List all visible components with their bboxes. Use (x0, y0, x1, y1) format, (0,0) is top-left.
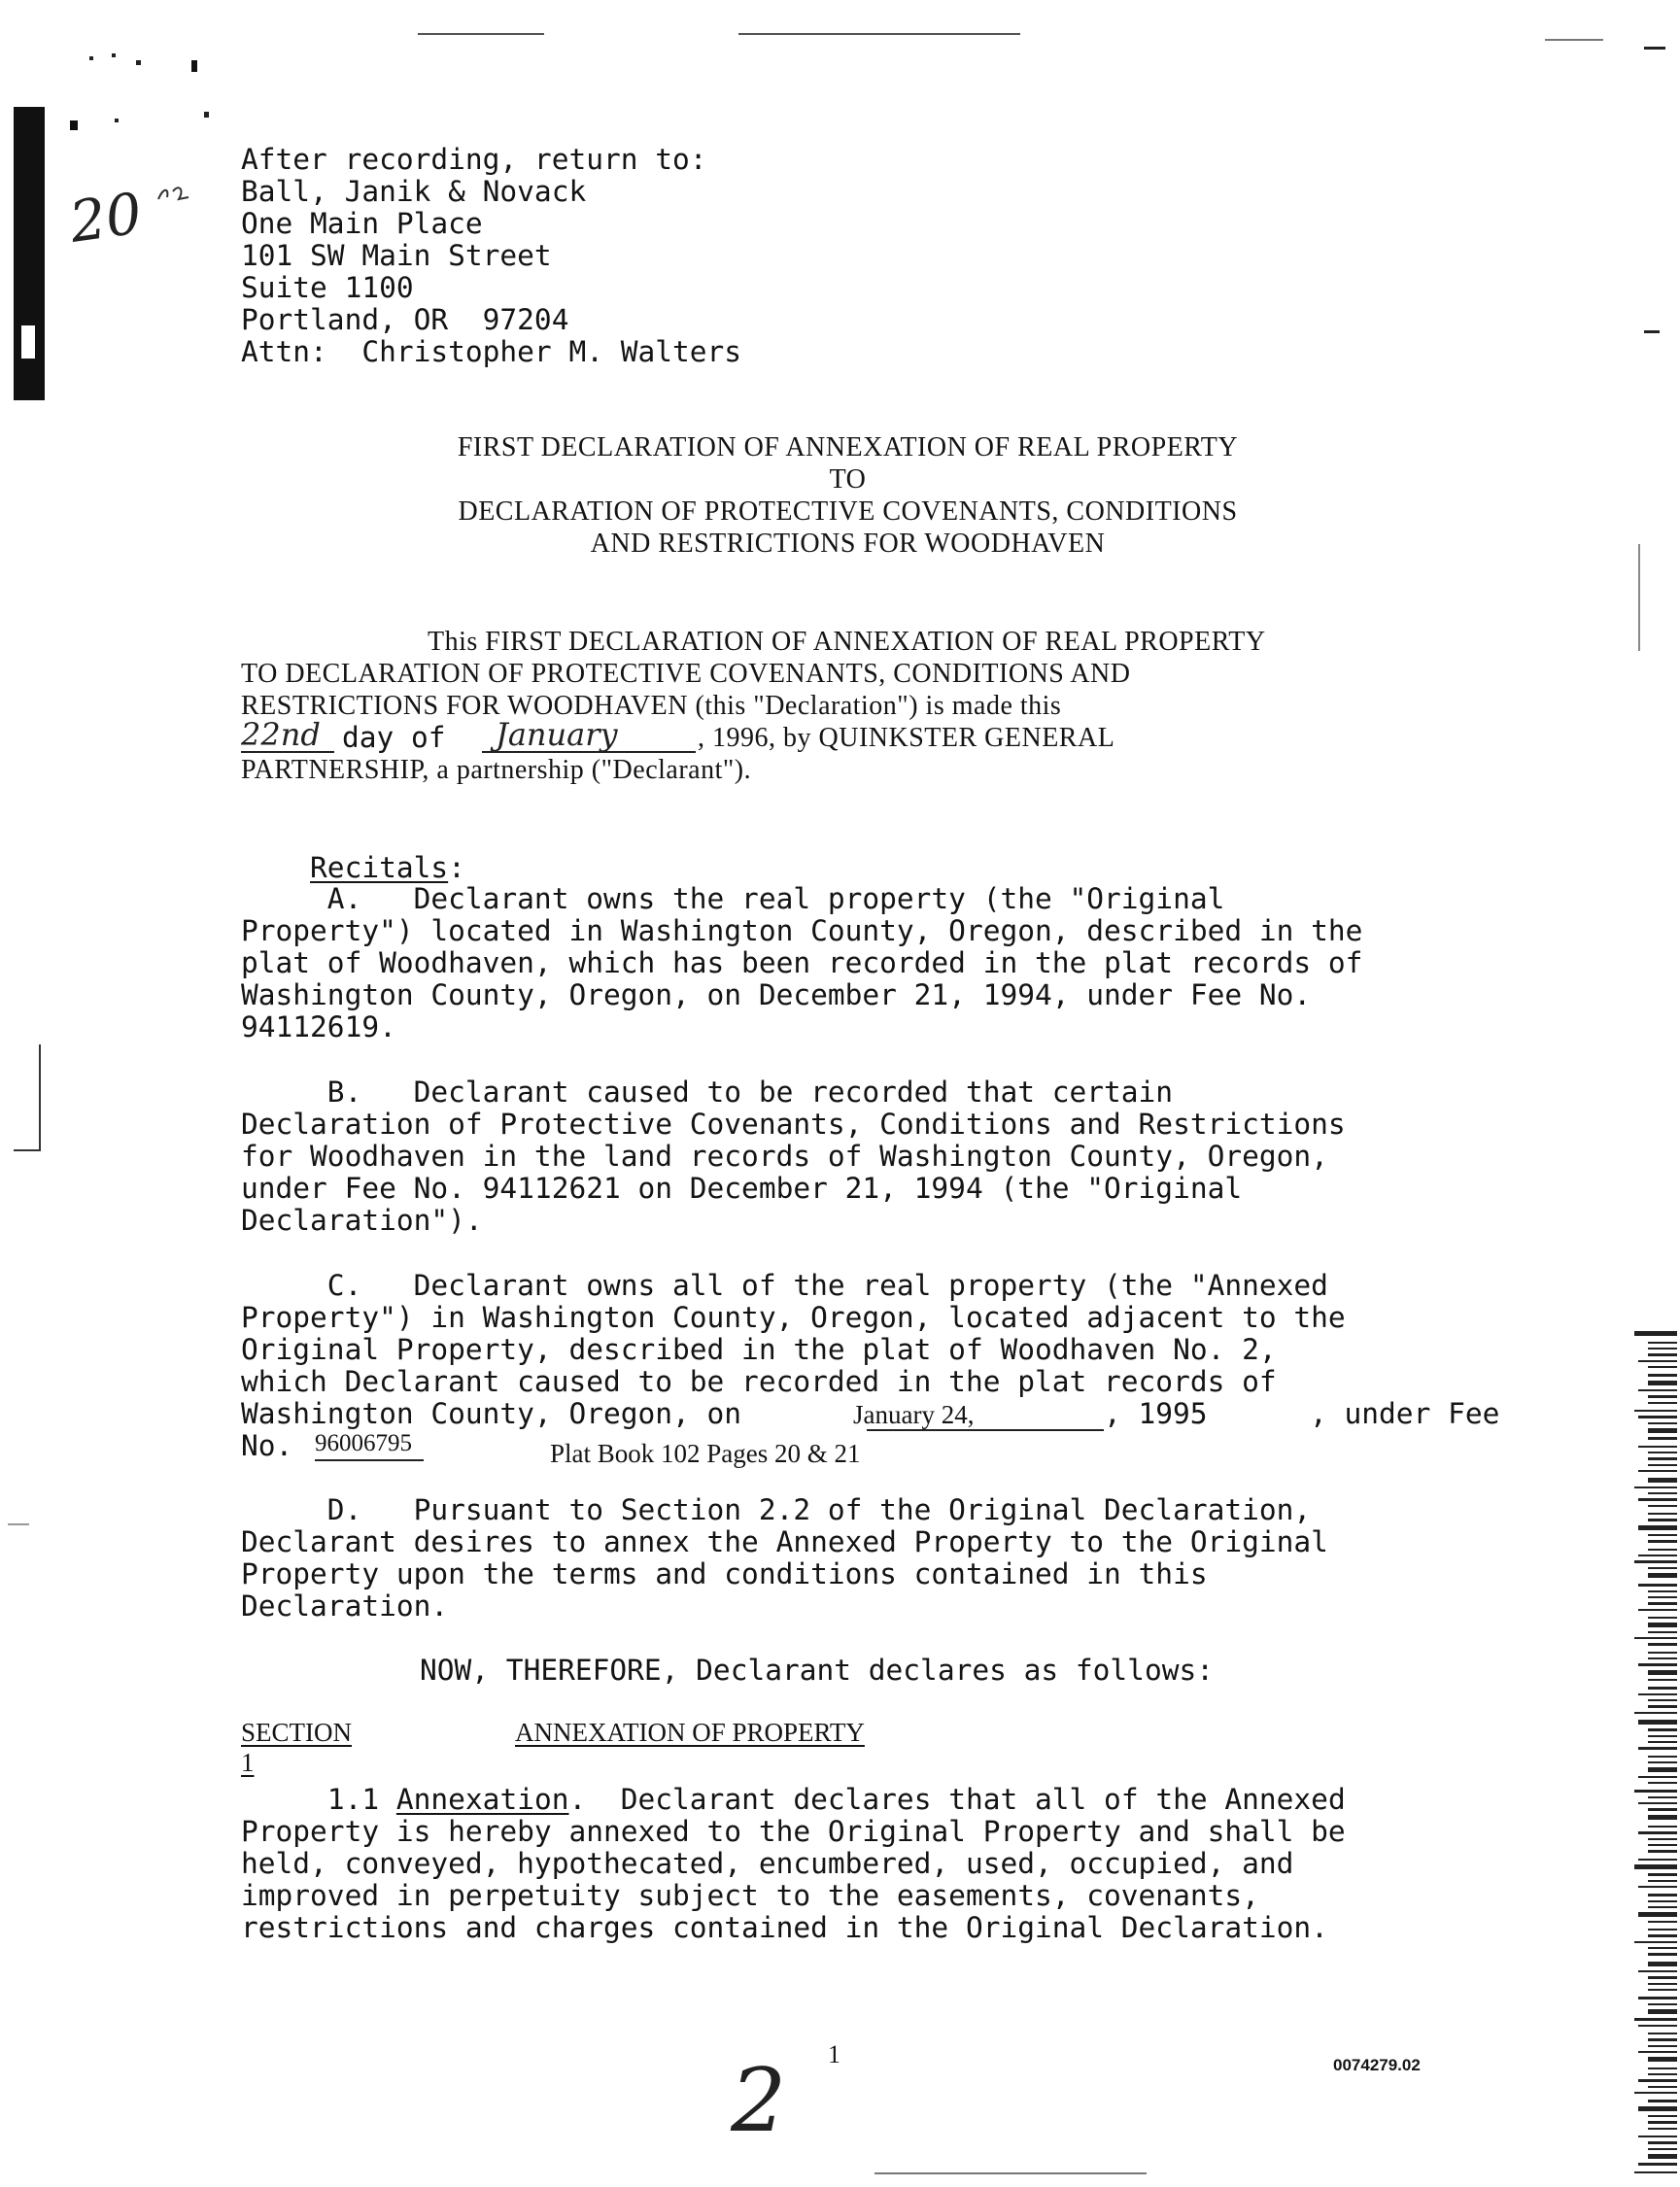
return-line: Attn: Christopher M. Walters (241, 335, 742, 368)
return-address-block (241, 144, 741, 368)
recital-line: Property") located in Washington County, Oregon, described in the (241, 914, 1363, 947)
barcode-bar (1648, 1534, 1677, 1536)
barcode-bar (1634, 2018, 1677, 2021)
clause-line-rest: . Declarant declares that all of the Annexed (568, 1783, 1346, 1816)
barcode-bar (1634, 1486, 1677, 1488)
barcode-bar (1648, 1976, 1677, 1979)
plat-book-info: Plat Book 102 Pages 20 & 21 (550, 1439, 861, 1468)
scan-left-tick (8, 1523, 29, 1525)
barcode-bar (1648, 2148, 1677, 2150)
barcode-bar (1634, 1560, 1677, 1563)
fee-no-label: No. (241, 1429, 293, 1462)
barcode-bar (1648, 1900, 1677, 1902)
barcode-bar (1648, 1989, 1677, 1991)
barcode-bar (1648, 1623, 1677, 1627)
handwritten-page-number: 2 (731, 2050, 787, 2152)
clause-1-1 (241, 1784, 1346, 1944)
recital-line: Washington County, Oregon, on December 21, 1994, under Fee No. (241, 978, 1312, 1011)
recitals-heading-text: Recitals (310, 851, 449, 884)
barcode-bar (1648, 1844, 1677, 1846)
title-line: FIRST DECLARATION OF ANNEXATION OF REAL PROPERTY (457, 432, 1239, 462)
barcode-bar (1648, 1756, 1677, 1758)
barcode-bar (1648, 1540, 1677, 1543)
barcode-bar (1648, 1492, 1677, 1494)
clause-line: Property is hereby annexed to the Original Property and shall be (241, 1815, 1346, 1848)
barcode-bar (1648, 1873, 1677, 1876)
barcode-bar (1648, 1381, 1677, 1385)
barcode-bar (1648, 1782, 1677, 1784)
barcode-bar (1648, 1796, 1677, 1798)
barcode-bar (1638, 1747, 1677, 1750)
barcode-bar (1648, 1342, 1677, 1344)
barcode-bar (1648, 1657, 1677, 1659)
barcode-bar (1648, 1962, 1677, 1966)
page-number: 1 (828, 2040, 840, 2068)
recital-line: Declaration"). (241, 1204, 483, 1237)
barcode-bar (1648, 1670, 1677, 1675)
barcode-bar (1648, 1567, 1677, 1569)
barcode-bar (1648, 1947, 1677, 1949)
barcode-bar (1648, 1735, 1677, 1737)
barcode-bar (1648, 1422, 1677, 1424)
barcode-bar (1634, 1331, 1677, 1336)
recital-c-date-line (241, 1397, 1500, 1430)
scan-right-tick (1644, 47, 1665, 50)
barcode-bar (1638, 1997, 1677, 1999)
barcode-bar (1634, 1712, 1677, 1714)
barcode-bar (1648, 2057, 1677, 2062)
barcode-bar (1648, 1761, 1677, 1763)
recital-b (241, 1076, 1346, 1237)
recital-c-fee-line (241, 1430, 1346, 1469)
barcode-bar (1648, 2154, 1677, 2159)
barcode-bar (1648, 2121, 1677, 2124)
title-line: TO (829, 464, 867, 495)
barcode-bar (1648, 2100, 1677, 2102)
scan-edge-barcode (1629, 1331, 1677, 2186)
scan-right-line (1638, 544, 1640, 651)
barcode-bar (1648, 2045, 1677, 2047)
scan-top-rule (738, 33, 1020, 35)
barcode-bar (1648, 1478, 1677, 1483)
barcode-bar (1648, 1395, 1677, 1398)
barcode-bar (1648, 1452, 1677, 1453)
scan-speck (112, 53, 116, 57)
scan-right-tick (1644, 330, 1660, 333)
barcode-bar (1634, 1410, 1677, 1412)
recital-line: Original Property, described in the plat of Woodhaven No. 2, (241, 1333, 1277, 1366)
document-code: 0074279.02 (1333, 2056, 1421, 2074)
intro-date-line (241, 716, 1266, 754)
barcode-bar (1638, 1693, 1677, 1695)
return-line: After recording, return to: (241, 143, 707, 176)
barcode-bar (1648, 1402, 1677, 1404)
barcode-bar (1638, 1584, 1677, 1587)
recital-line: D. Pursuant to Section 2.2 of the Original Declaration, (241, 1493, 1312, 1526)
barcode-bar (1648, 2038, 1677, 2041)
barcode-bar (1638, 2106, 1677, 2111)
scan-speck (204, 112, 209, 118)
barcode-bar (1638, 2051, 1677, 2053)
barcode-bar (1648, 1590, 1677, 1592)
barcode-bar (1638, 1970, 1677, 1972)
barcode-bar (1648, 1549, 1677, 1551)
barcode-bar (1648, 2086, 1677, 2088)
scan-speck (136, 60, 141, 65)
barcode-bar (1638, 1470, 1677, 1472)
barcode-bar (1648, 1617, 1677, 1619)
intro-paragraph (241, 626, 1266, 786)
return-line: Ball, Janik & Novack (241, 175, 587, 208)
recorded-year: , 1995 (1104, 1397, 1208, 1430)
barcode-bar (1648, 2073, 1677, 2075)
clause-first-line (241, 1784, 1346, 1816)
clause-indent (241, 1783, 327, 1816)
recital-line: under Fee No. 94112621 on December 21, 1994 (the "Original (241, 1172, 1243, 1205)
scan-margin-notch (21, 325, 35, 359)
barcode-bar (1648, 2009, 1677, 2014)
barcode-bar (1648, 1679, 1677, 1681)
recital-line: 94112619. (241, 1010, 396, 1043)
clause-line: restrictions and charges contained in the Original Declaration. (241, 1911, 1328, 1944)
barcode-bar (1648, 1826, 1677, 1828)
barcode-bar (1648, 1596, 1677, 1598)
barcode-bar (1648, 2067, 1677, 2069)
barcode-bar (1638, 1886, 1677, 1888)
scan-speck (115, 119, 119, 122)
margin-scribble (155, 180, 194, 209)
barcode-bar (1648, 1808, 1677, 1811)
barcode-bar (1634, 2171, 1677, 2173)
barcode-bar (1648, 1929, 1677, 1931)
barcode-bar (1648, 1815, 1677, 1820)
scan-speck (191, 60, 197, 72)
recital-line: Property") in Washington County, Oregon, located adjacent to the (241, 1301, 1346, 1334)
intro-line: This FIRST DECLARATION OF ANNEXATION OF REAL PROPERTY (428, 627, 1266, 657)
margin-handwritten-note: 20 (65, 180, 147, 256)
document-title (291, 431, 1404, 560)
barcode-bar (1648, 1366, 1677, 1368)
return-line: One Main Place (241, 207, 483, 240)
fee-number-fill: 96006795 (315, 1430, 412, 1456)
barcode-bar (1648, 1906, 1677, 1908)
clause-line: improved in perpetuity subject to the easements, covenants, (241, 1879, 1259, 1912)
intro-date-rest: , 1996, by QUINKSTER GENERAL (698, 723, 1115, 753)
recital-line: Declaration. (241, 1589, 449, 1623)
barcode-bar (1638, 2079, 1677, 2082)
barcode-bar (1648, 1767, 1677, 1772)
barcode-bar (1648, 1741, 1677, 1743)
recital-line: plat of Woodhaven, which has been recorded in the plat records of (241, 946, 1363, 979)
section-number: SECTION 1 (241, 1718, 352, 1777)
barcode-bar (1638, 1555, 1677, 1556)
intro-line: RESTRICTIONS FOR WOODHAVEN (this "Declaration") is made this (241, 691, 1062, 721)
return-line: Suite 1100 (241, 271, 414, 304)
scan-speck (70, 120, 78, 130)
barcode-bar (1638, 1525, 1677, 1530)
recital-line: Declaration of Protective Covenants, Conditions and Restrictions (241, 1108, 1346, 1141)
barcode-bar (1634, 1637, 1677, 1639)
intro-line: PARTNERSHIP, a partnership ("Declarant"). (241, 755, 752, 785)
barcode-bar (1638, 1720, 1677, 1725)
return-line: 101 SW Main Street (241, 239, 552, 272)
clause-gap (379, 1783, 396, 1816)
barcode-bar (1638, 2025, 1677, 2027)
barcode-bar (1648, 1513, 1677, 1515)
barcode-bar (1648, 2115, 1677, 2117)
recital-line: A. Declarant owns the real property (the "Original (241, 882, 1225, 915)
barcode-bar (1638, 1831, 1677, 1834)
barcode-bar (1638, 1663, 1677, 1666)
scan-top-rule (1545, 39, 1603, 41)
clause-line: held, conveyed, hypothecated, encumbered, used, occupied, and (241, 1847, 1294, 1880)
barcode-bar (1648, 1838, 1677, 1840)
return-line: Portland, OR 97204 (241, 303, 569, 336)
barcode-bar (1648, 1687, 1677, 1690)
barcode-bar (1648, 1464, 1677, 1466)
recorded-date-fill: January 24, (853, 1400, 975, 1429)
recital-c (241, 1269, 1500, 1469)
barcode-bar (1648, 1505, 1677, 1507)
title-line: AND RESTRICTIONS FOR WOODHAVEN (590, 529, 1106, 559)
barcode-bar (1638, 1360, 1677, 1362)
barcode-bar (1648, 1348, 1677, 1350)
barcode-bar (1638, 2136, 1677, 2137)
day-of-label: day of (342, 721, 446, 754)
recital-line: which Declarant caused to be recorded in the plat records of (241, 1365, 1277, 1398)
barcode-bar (1648, 1643, 1677, 1646)
barcode-bar (1648, 1428, 1677, 1433)
barcode-bar (1634, 2092, 1677, 2094)
barcode-bar (1638, 1609, 1677, 1611)
recital-line: Property upon the terms and conditions contained in this (241, 1557, 1208, 1590)
barcode-bar (1648, 1573, 1677, 1578)
title-line: DECLARATION OF PROTECTIVE COVENANTS, CONDITIONS (458, 496, 1238, 527)
barcode-bar (1648, 1353, 1677, 1356)
barcode-bar (1648, 1374, 1677, 1377)
recital-line: , under Fee (1310, 1397, 1500, 1430)
barcode-bar (1648, 1983, 1677, 1985)
barcode-bar (1648, 1705, 1677, 1708)
barcode-bar (1634, 1790, 1677, 1793)
recital-line: Declarant desires to annex the Annexed Property to the Original (241, 1525, 1328, 1558)
barcode-bar (1648, 1894, 1677, 1897)
recital-line: B. Declarant caused to be recorded that certain (241, 1076, 1174, 1109)
recital-line: Washington County, Oregon, on (241, 1397, 742, 1430)
barcode-bar (1648, 1921, 1677, 1923)
barcode-bar (1648, 1631, 1677, 1633)
barcode-bar (1648, 1652, 1677, 1654)
barcode-bar (1648, 1953, 1677, 1956)
barcode-bar (1648, 2033, 1677, 2034)
barcode-bar (1634, 1864, 1677, 1869)
barcode-bar (1648, 1934, 1677, 1937)
clause-number: 1.1 (326, 1783, 380, 1816)
scan-left-tick (14, 1149, 41, 1151)
now-therefore-line: NOW, THEREFORE, Declarant declares as follows: (420, 1654, 1214, 1687)
recital-d (241, 1494, 1328, 1623)
barcode-bar (1634, 1941, 1677, 1943)
barcode-bar (1648, 2128, 1677, 2130)
handwritten-day: 22nd (241, 716, 321, 753)
barcode-bar (1648, 1457, 1677, 1460)
recital-line: C. Declarant owns all of the real property (the "Annexed (241, 1269, 1328, 1302)
recital-line: for Woodhaven in the land records of Washington County, Oregon, (241, 1140, 1328, 1173)
handwritten-month: January (496, 716, 618, 753)
barcode-bar (1648, 1699, 1677, 1701)
intro-line: TO DECLARATION OF PROTECTIVE COVENANTS, CONDITIONS AND (241, 659, 1131, 689)
barcode-bar (1638, 2163, 1677, 2166)
barcode-bar (1648, 1850, 1677, 1853)
barcode-bar (1648, 2141, 1677, 2144)
section-title: ANNEXATION OF PROPERTY (515, 1718, 865, 1747)
clause-heading: Annexation (395, 1783, 569, 1816)
barcode-bar (1638, 1416, 1677, 1418)
barcode-bar (1638, 1498, 1677, 1501)
recital-a (241, 883, 1362, 1043)
barcode-bar (1638, 1912, 1677, 1917)
barcode-bar (1648, 1519, 1677, 1521)
scan-left-line (39, 1044, 41, 1151)
barcode-bar (1638, 1776, 1677, 1778)
barcode-bar (1638, 1802, 1677, 1804)
scan-speck (89, 56, 93, 60)
barcode-bar (1638, 1859, 1677, 1861)
barcode-bar (1648, 1880, 1677, 1882)
barcode-bar (1648, 1602, 1677, 1605)
barcode-bar (1638, 1446, 1677, 1448)
scan-bottom-rule (874, 2172, 1147, 2174)
scan-top-rule (418, 33, 544, 35)
barcode-bar (1638, 1389, 1677, 1391)
recitals-heading-colon: : (448, 851, 465, 884)
barcode-bar (1648, 2003, 1677, 2005)
barcode-bar (1648, 1728, 1677, 1731)
barcode-bar (1648, 1437, 1677, 1440)
